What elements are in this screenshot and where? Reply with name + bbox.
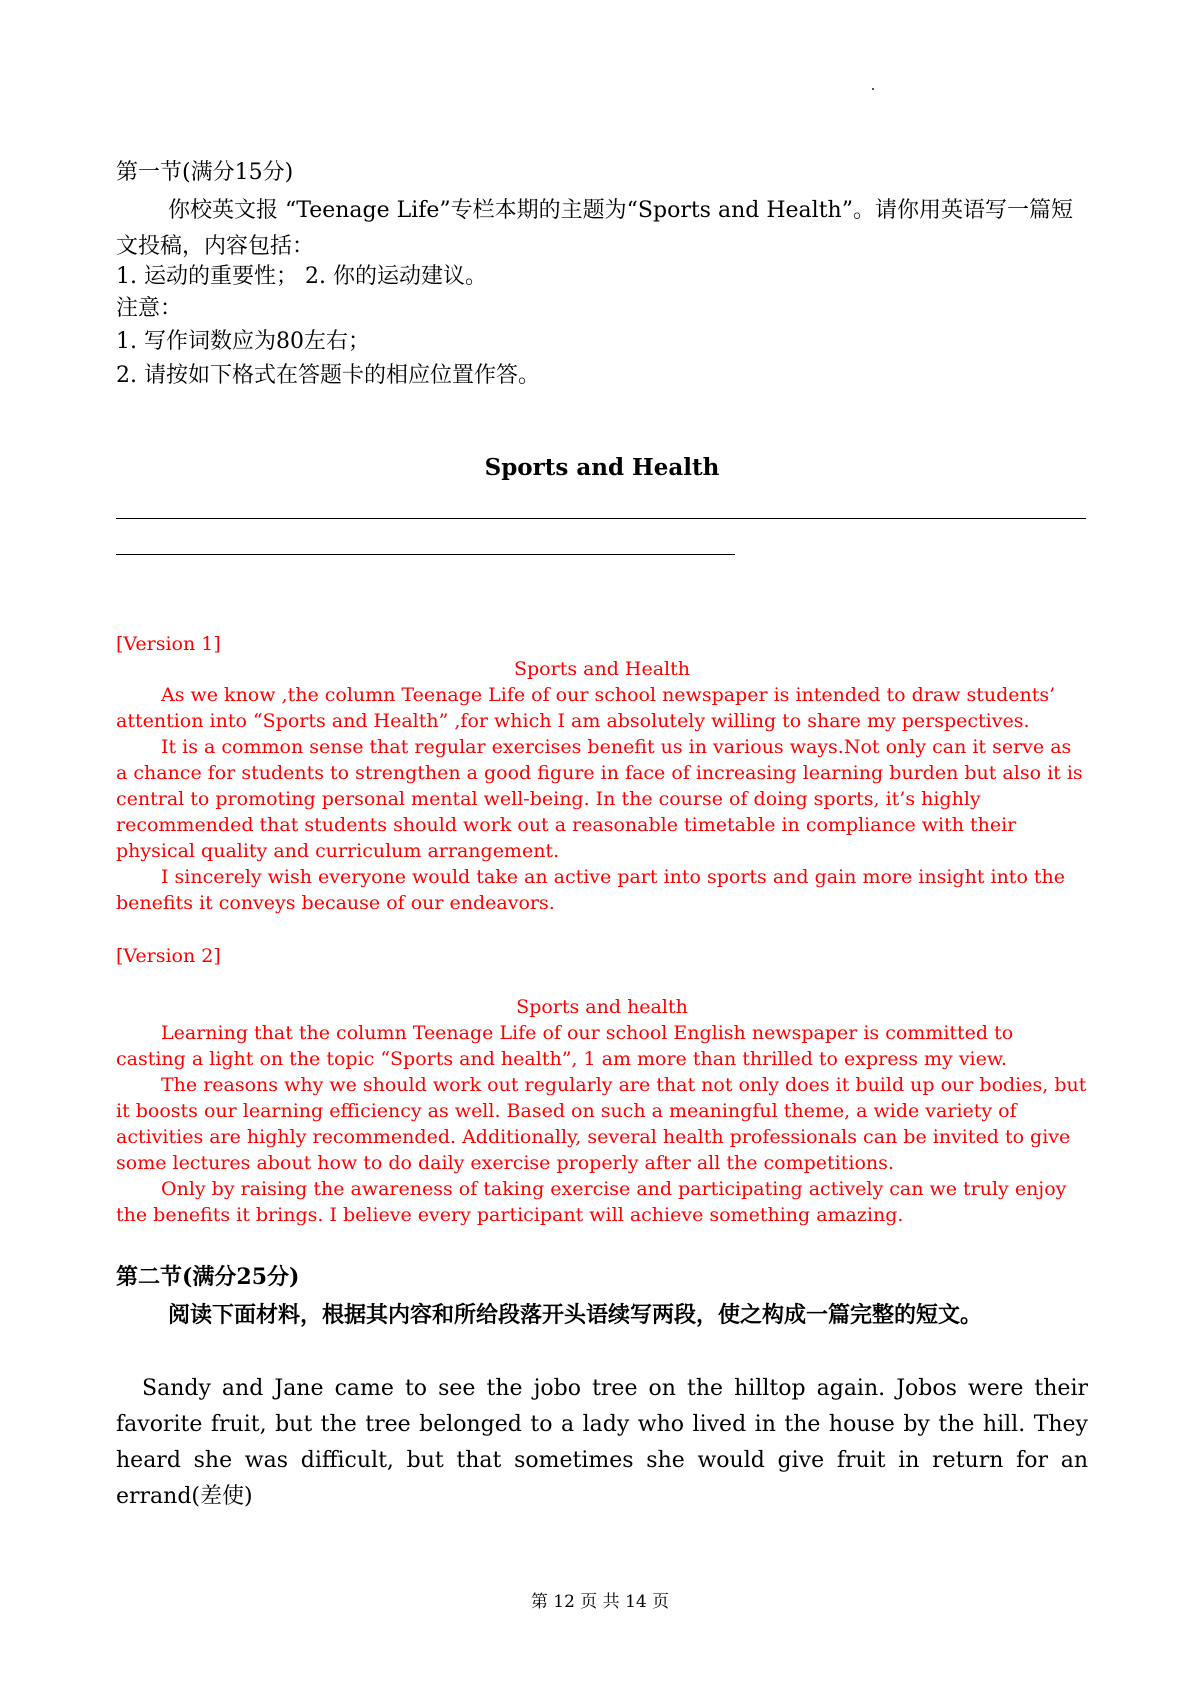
section2-instruction: 阅读下面材料，根据其内容和所给段落开头语续写两段，使之构成一篇完整的短文。	[168, 1302, 983, 1328]
notes-label: 注意：	[116, 296, 183, 321]
version1-body	[116, 682, 1088, 916]
note-1: 1. 写作词数应为80左右；	[116, 329, 370, 354]
version2-paragraph-3: Only by raising the awareness of taking exercise and participating actively can we truly enjoy the benefits it brings. I believe every participant will achieve something amazing.	[116, 1178, 1067, 1226]
version1-title: Sports and Health	[514, 658, 690, 680]
story-paragraph: Sandy and Jane came to see the jobo tree on the hilltop again. Jobos were their favorite fruit, but the tree belonged to a lady who lived in the house by the hill. They heard she was difficult, but that sometimes she would give fruit in return for an errand(差使)	[116, 1376, 1088, 1509]
version2-title: Sports and health	[516, 996, 688, 1018]
version1-paragraph-3: I sincerely wish everyone would take an active part into sports and gain more insight into the benefits it conveys because of our endeavors.	[116, 866, 1066, 914]
section1-points: 1. 运动的重要性； 2. 你的运动建议。	[116, 264, 487, 289]
answer-line-1	[116, 518, 1086, 519]
version1-paragraph-2: It is a common sense that regular exercises benefit us in various ways.Not only can it serve as a chance for students to strengthen a good figure in face of increasing learning burden but also it is central to promoting personal mental well-being. In the course of doing sports, it’s highly recommended that students should work out a reasonable timetable in compliance with their physical quality and curriculum arrangement.	[116, 736, 1083, 862]
note-2: 2. 请按如下格式在答题卡的相应位置作答。	[116, 363, 540, 388]
page-number: 第 12 页 共 14 页	[530, 1592, 670, 1612]
version1-label: [Version 1]	[116, 633, 221, 655]
version2-paragraph-1: Learning that the column Teenage Life of our school English newspaper is committed to casting a light on the topic “Sports and health”, 1 am more than thrilled to express my view.	[116, 1022, 1014, 1070]
section1-task: 你校英文报 “Teenage Life”专栏本期的主题为“Sports and Health”。请你用英语写一篇短文投稿，内容包括：	[116, 198, 1073, 259]
version1-paragraph-1: As we know ,the column Teenage Life of our school newspaper is intended to draw students’ attention into “Sports and Health” ,for which I am absolutely willing to share my perspectives.	[116, 684, 1056, 732]
answer-line-2	[116, 554, 735, 555]
version2-body	[116, 1020, 1088, 1228]
section1-heading: 第一节(满分15分)	[116, 160, 294, 185]
version2-paragraph-2: The reasons why we should work out regularly are that not only does it build up our bodies, but it boosts our learning efficiency as well. Based on such a meaningful theme, a wide variety of activities are highly recommended. Additionally, several health professionals can be invited to give some lectures about how to do daily exercise properly after all the competitions.	[116, 1074, 1087, 1174]
version2-label: [Version 2]	[116, 945, 221, 967]
section2-heading: 第二节(满分25分)	[116, 1264, 300, 1290]
essay-title: Sports and Health	[484, 454, 720, 481]
speck-dot	[872, 88, 874, 90]
